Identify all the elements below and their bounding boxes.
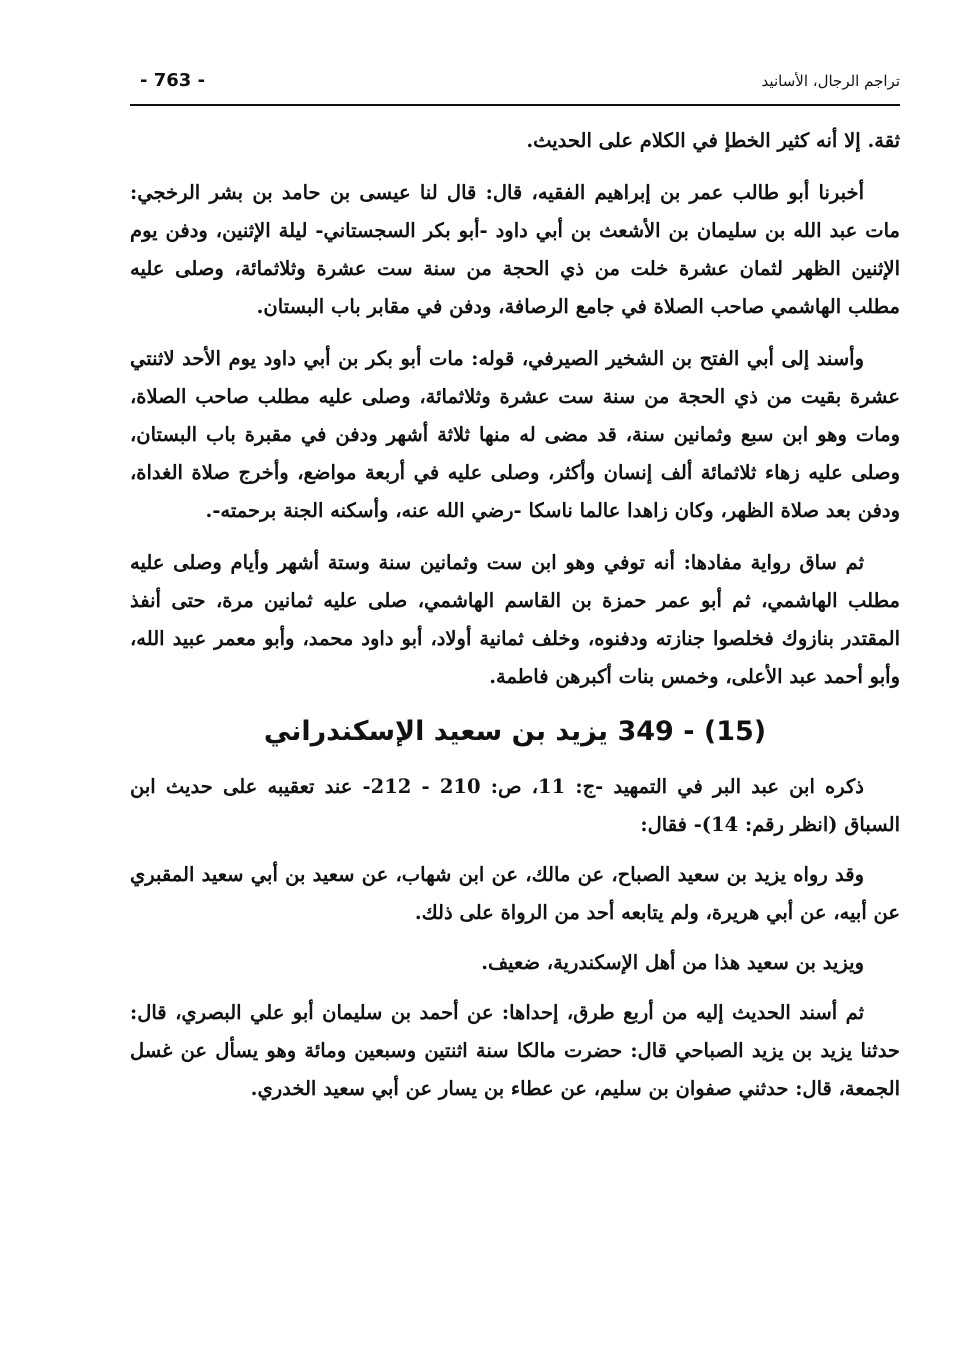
page-number: - 763 -: [140, 70, 206, 91]
entry-number: 349 - (15): [617, 716, 767, 747]
paragraph-7: ويزيد بن سعيد هذا من أهل الإسكندرية، ضعيف.: [481, 951, 864, 974]
paragraph-6: وقد رواه يزيد بن سعيد الصباح، عن مالك، عن ابن شهاب، عن سعيد بن أبي سعيد المقبري عن أبيه، عن أبي هريرة، ولم يتابعه أحد من الرواة على ذلك.: [130, 863, 900, 924]
header-rule: [130, 104, 900, 106]
page-header: [130, 62, 900, 102]
body-text: [130, 122, 900, 1120]
paragraph-4: ثم ساق رواية مفادها: أنه توفي وهو ابن ست وثمانين سنة وستة أشهر وأيام وصلى عليه مطلب الهاشمي، ثم أبو عمر حمزة بن القاسم الهاشمي، صلى عليه ثمانين مرة، حتى أنفذ المقتدر بنازوك فخلصوا جنازته ودفنوه، وخلف ثمانية أولاد، أبو داود محمد، وأبو معمر عبيد الله، وأبو أحمد عبد الأعلى، وخمس بنات أكبرهن فاطمة.: [130, 551, 900, 688]
running-title: تراجم الرجال، الأسانيد: [761, 72, 900, 90]
paragraph-1: ثقة. إلا أنه كثير الخطإ في الكلام على الحديث.: [526, 129, 900, 152]
paragraph-5: ذكره ابن عبد البر في التمهيد -ج: 11، ص: 210 - 212- عند تعقيبه على حديث ابن السباق (انظر رقم: 14)- فقال:: [130, 775, 900, 836]
paragraph-8: ثم أسند الحديث إليه من أربع طرق، إحداها: عن أحمد بن سليمان أبو علي البصري، قال: حدثنا يزيد بن يزيد الصباحي قال: حضرت مالكا سنة اثنتين وسبعين ومائة وهو يسأل عن غسل الجمعة، قال: حدثني صفوان بن سليم، عن عطاء بن يسار عن أبي سعيد الخدري.: [130, 1001, 900, 1100]
paragraph-3: وأسند إلى أبي الفتح بن الشخير الصيرفي، قوله: مات أبو بكر بن أبي داود يوم الأحد لاثنتي عشرة بقيت من ذي الحجة من سنة ست عشرة وثلاثمائة، وصلى عليه مطلب صاحب الصلاة، ومات وهو ابن سبع وثمانين سنة، قد مضى له منها ثلاثة أشهر ودفن في مقبرة باب البستان، وصلى عليه زهاء ثلاثمائة ألف إنسان وأكثر، وصلى عليه في أربعة مواضع، وأخرج صلاة الغداة، ودفن بعد صلاة الظهر، وكان زاهدا عالما ناسكا -رضي الله عنه، وأسكنه الجنة برحمته-.: [130, 347, 900, 522]
entry-heading: [130, 710, 900, 754]
paragraph-2: أخبرنا أبو طالب عمر بن إبراهيم الفقيه، قال: قال لنا عيسى بن حامد بن بشر الرخجي: مات عبد الله بن سليمان بن الأشعث بن أبي داود -أبو بكر السجستاني- ليلة الإثنين، ودفن يوم الإثنين الظهر لثمان عشرة خلت من ذي الحجة من سنة ست عشرة وثلاثمائة، وصلى عليه مطلب الهاشمي صاحب الصلاة في جامع الرصافة، ودفن في مقابر باب البستان.: [130, 181, 900, 318]
entry-name: يزيد بن سعيد الإسكندراني: [263, 716, 609, 747]
